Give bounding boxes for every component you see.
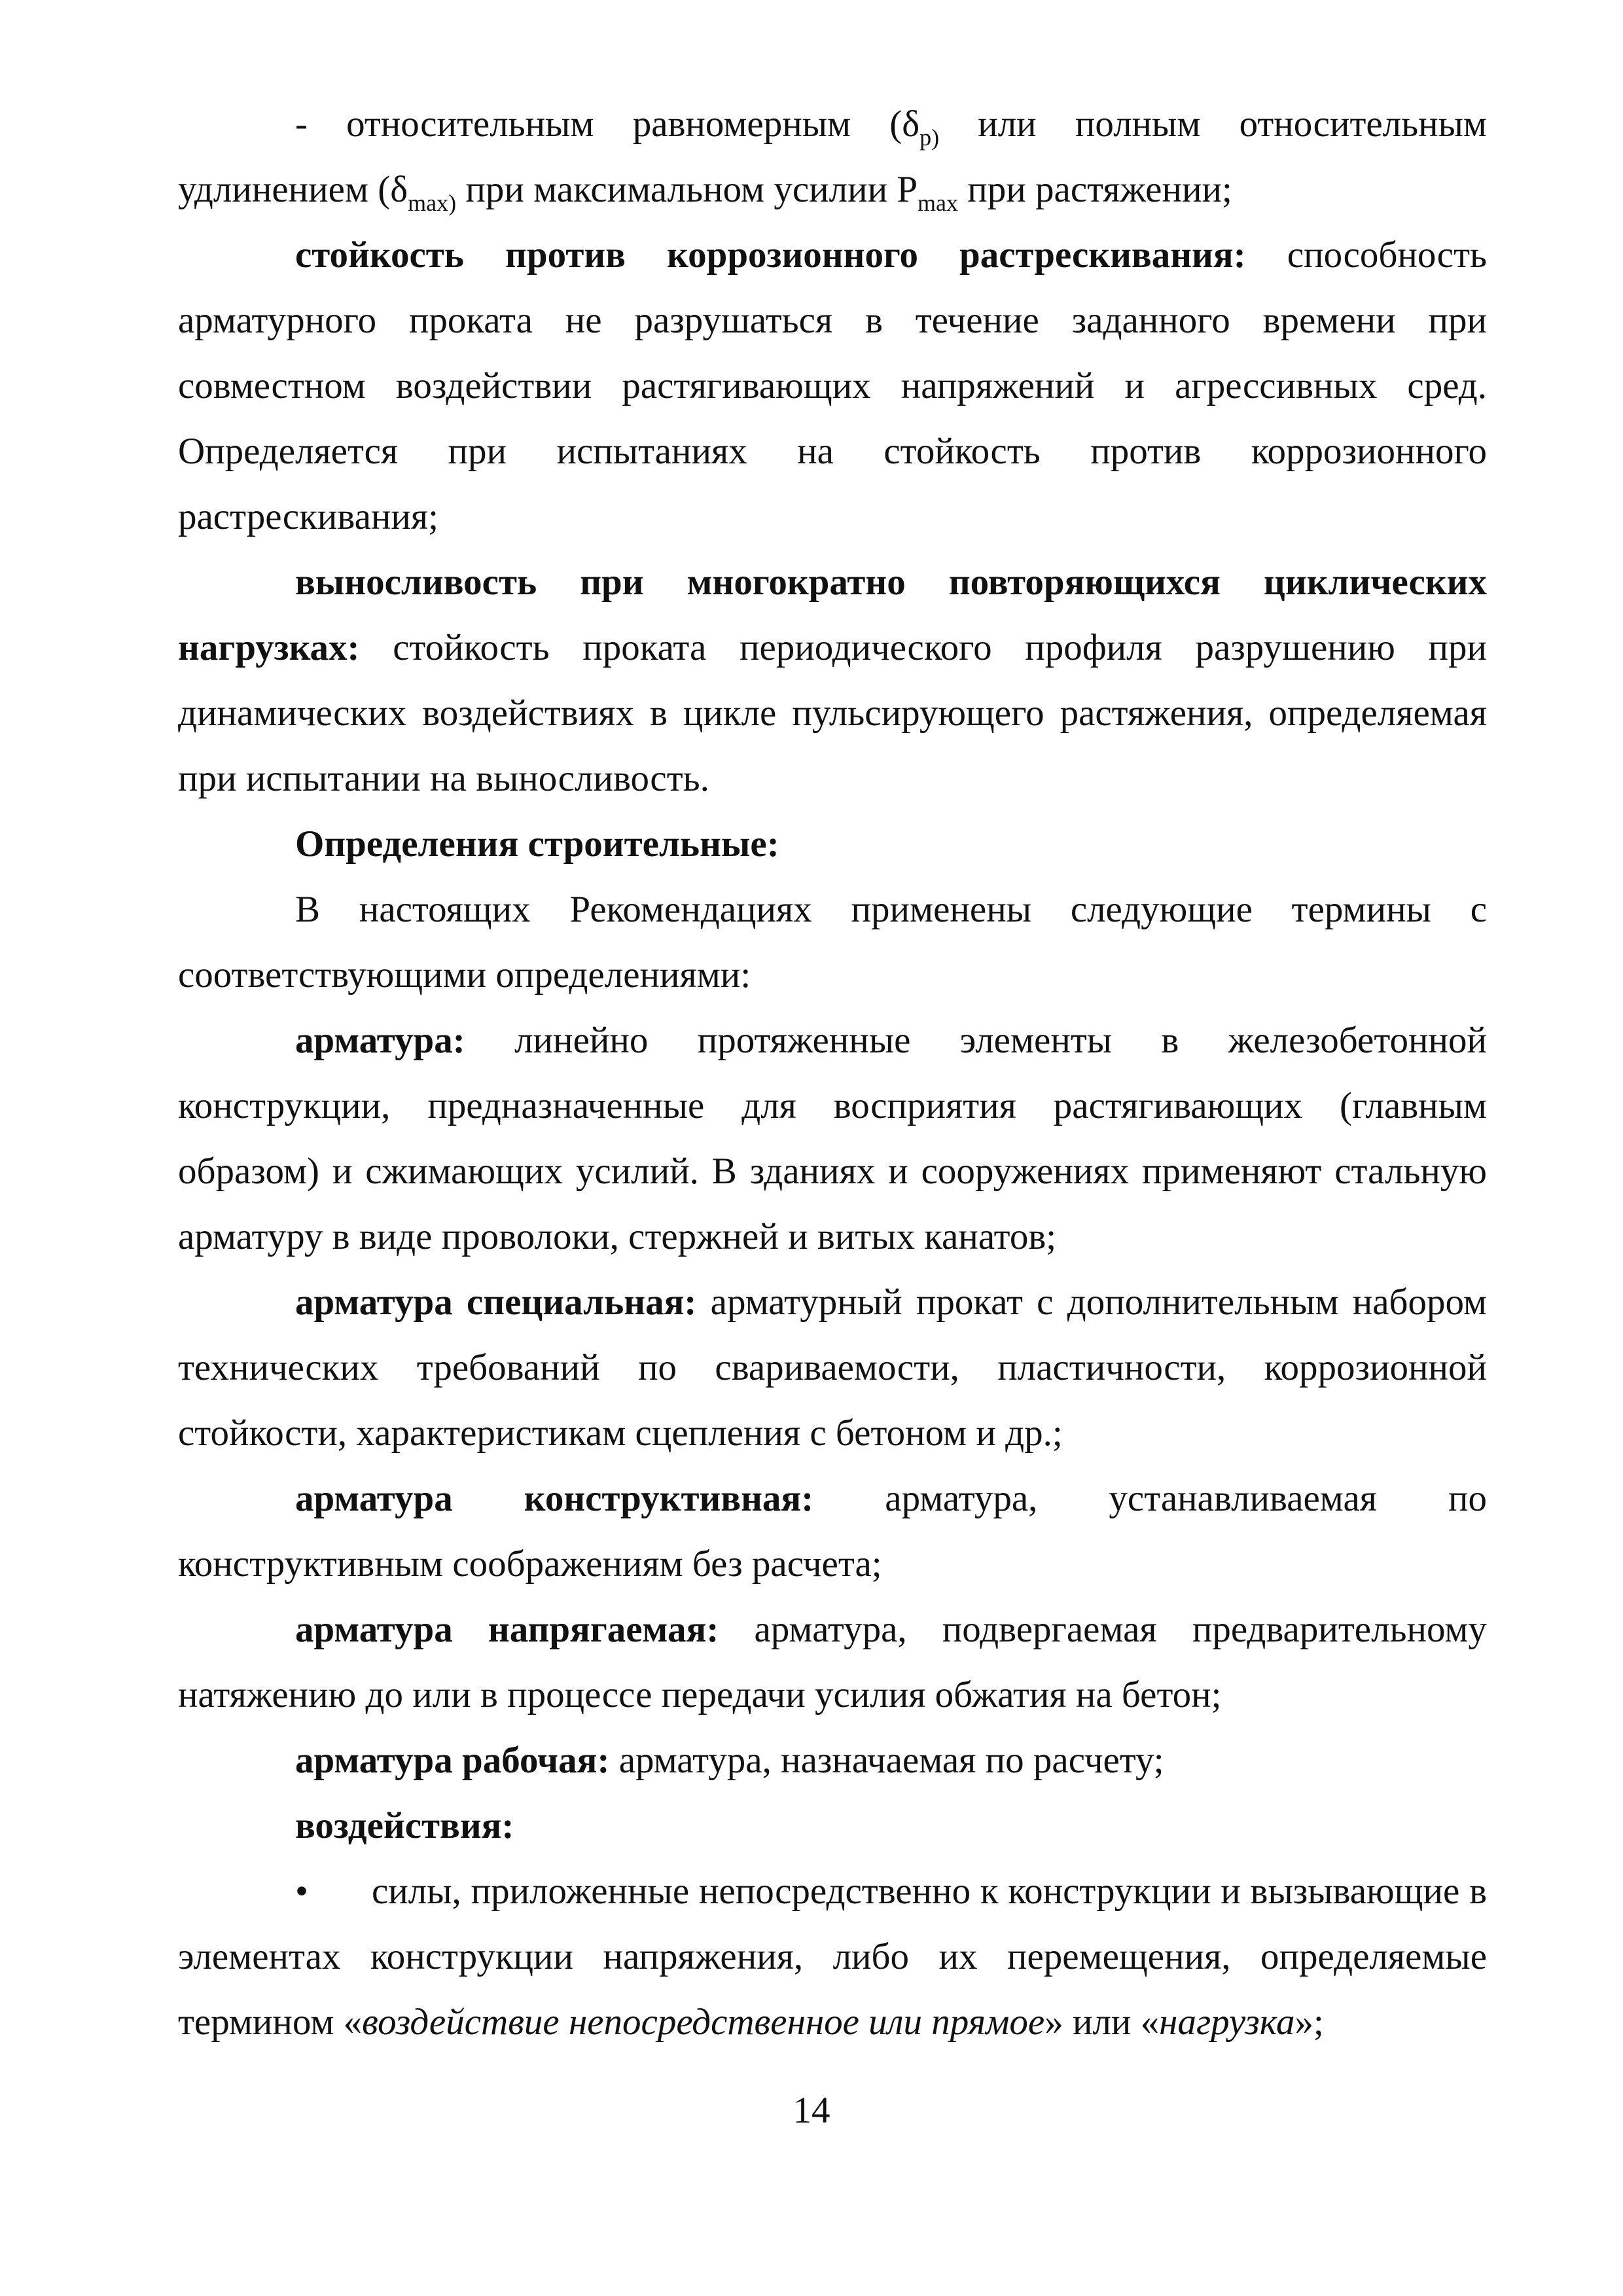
paragraph-structural-reinforcement (178, 1466, 1487, 1597)
paragraph-working-reinforcement (178, 1728, 1487, 1793)
definition-text: арматура, устанавливаемая по конструктивным соображениям без расчета; (178, 1478, 1488, 1585)
definition-text: способность арматурного проката не разрушаться в течение заданного времени при совместном воздействии растягивающих напряжений и агрессивных сред. Определяется при испытаниях на стойкость против коррозионного растрескивания; (178, 234, 1487, 537)
paragraph-corrosion-resistance (178, 223, 1487, 550)
paragraph-elongation: - относительным равномерным ($\delta_{р)}$ или полным относительным удлинением ($\delta_{max)}$ при максимальном усилии $P_{max}$ при растяжении; (178, 103, 1487, 216)
subscript-p: р) (919, 124, 940, 151)
paragraph-prestressed-reinforcement (178, 1597, 1487, 1728)
term-label: воздействия: (295, 1805, 514, 1846)
italic-term: воздействие непосредственное или прямое (362, 2001, 1045, 2043)
page-number: 14 (793, 2090, 830, 2131)
bullet-icon: • (295, 1871, 308, 1912)
term-label: арматура конструктивная: (295, 1478, 814, 1519)
bullet-list-item: • силы, приложенные непосредственно к конструкции и вызывающие в элементах конструкции напряжения, либо их перемещения, определяемые термином «воздействие непосредственное или прямое» или «нагрузка»; (178, 1859, 1487, 2055)
paragraph-intro: В настоящих Рекомендациях применены следующие термины с соответствующими определениями: (178, 889, 1487, 996)
definition-text: стойкость проката периодического профиля разрушению при динамических воздействиях в цикле пульсирующего растяжения, определяемая при испытании на выносливость. (178, 627, 1487, 799)
term-label: выносливость при многократно повторяющихся циклических нагрузках: (178, 562, 1487, 668)
paragraph-reinforcement (178, 1008, 1487, 1270)
subscript-max: max) (408, 190, 457, 216)
term-label: арматура напрягаемая: (295, 1609, 719, 1650)
subscript-max: max (918, 190, 959, 216)
italic-term: нагрузка (1159, 2001, 1295, 2043)
term-label: стойкость против коррозионного растрескивания: (295, 234, 1246, 276)
paragraph-actions (178, 1793, 1487, 1859)
definition-text: арматура, назначаемая по расчету; (609, 1740, 1164, 1781)
definition-text: арматурный прокат с дополнительным набором технических требований по свариваемости, пластичности, коррозионной стойкости, характеристикам сцепления с бетоном и др.; (178, 1282, 1487, 1454)
definition-text: линейно протяженные элементы в железобетонной конструкции, предназначенные для восприятия растягивающих (главным образом) и сжимающих усилий. В зданиях и сооружениях применяют стальную арматуру в виде проволоки, стержней и витых канатов; (178, 1020, 1487, 1257)
definition-text: арматура, подвергаемая предварительному натяжению до или в процессе передачи усилия обжатия на бетон; (178, 1609, 1487, 1715)
section-heading (178, 812, 1487, 877)
term-label: арматура: (295, 1020, 465, 1061)
document-body (178, 92, 1487, 2055)
term-label: арматура рабочая: (295, 1740, 610, 1781)
paragraph-special-reinforcement (178, 1270, 1487, 1466)
term-label: арматура специальная: (295, 1282, 697, 1323)
heading-text: Определения строительные: (295, 823, 779, 865)
paragraph-endurance (178, 550, 1487, 812)
